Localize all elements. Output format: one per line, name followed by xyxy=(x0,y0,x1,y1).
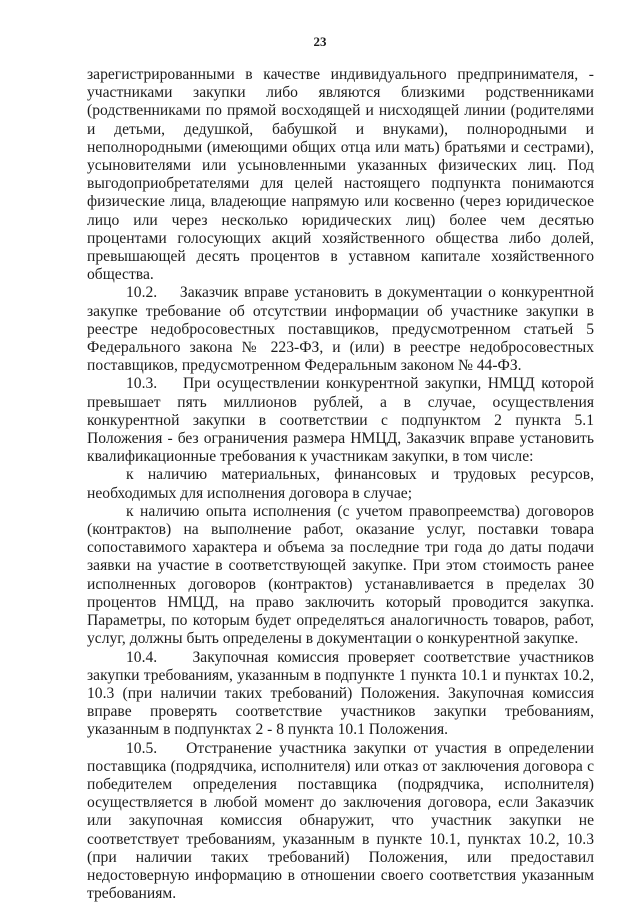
paragraph-10-3-experience: к наличию опыта исполнения (с учетом правопреемства) договоров (контрактов) на выполнение работ, оказание услуг, поставки товара сопоставимого характера и объема за последние три года до даты подачи заявки на участие в соответствующей закупке. При этом стоимость ранее исполненных договоров (контрактов) устанавливается в пределах 30 процентов НМЦД, на право заключить который проводится закупка. Параметры, по которым будет определяться аналогичность товаров, работ, услуг, должны быть определены в документации о конкурентной закупке. xyxy=(87,502,594,648)
paragraph-continuation: зарегистрированными в качестве индивидуального предпринимателя, - участниками закупки либо являются близкими родственниками (родственниками по прямой восходящей и нисходящей линии (родителями и детьми, дедушкой, бабушкой и внуками), полнородными и неполнородными (имеющими общих отца или мать) братьями и сестрами), усыновителями или усыновленными указанных физических лиц. Под выгодоприобретателями для целей настоящего подпункта понимаются физические лица, владеющие напрямую или косвенно (через юридическое лицо или через несколько юридических лиц) более чем десятью процентами голосующих акций хозяйственного общества либо долей, превышающей десять процентов в уставном капитале хозяйственного общества. xyxy=(87,66,594,284)
page-number: 23 xyxy=(313,34,327,49)
document-body xyxy=(87,66,594,903)
paragraph-10-3: 10.3. При осуществлении конкурентной закупки, НМЦД которой превышает пять миллионов рублей, а в случае, осуществления конкурентной закупки в соответствии с подпунктом 2 пункта 5.1 Положения - без ограничения размера НМЦД, Заказчик вправе установить квалификационные требования к участникам закупки, в том числе: xyxy=(87,375,594,466)
paragraph-10-4: 10.4. Закупочная комиссия проверяет соответствие участников закупки требованиям, указанным в подпункте 1 пункта 10.1 и пунктах 10.2, 10.3 (при наличии таких требований) Положения. Закупочная комиссия вправе проверять соответствие участников закупки требованиям, указанным в подпунктах 2 - 8 пункта 10.1 Положения. xyxy=(87,648,594,739)
paragraph-10-2: 10.2. Заказчик вправе установить в документации о конкурентной закупке требование об отсутствии информации об участнике закупки в реестре недобросовестных поставщиков, предусмотренном статьей 5 Федерального закона № 223-ФЗ, и (или) в реестре недобросовестных поставщиков, предусмотренном Федеральным законом № 44-ФЗ. xyxy=(87,284,594,375)
paragraph-10-5: 10.5. Отстранение участника закупки от участия в определении поставщика (подрядчика, исполнителя) или отказ от заключения договора с победителем определения поставщика (подрядчика, исполнителя) осуществляется в любой момент до заключения договора, если Заказчик или закупочная комиссия обнаружит, что участник закупки не соответствует требованиям, указанным в пункте 10.1, пунктах 10.2, 10.3 (при наличии таких требований) Положения, или предоставил недостоверную информацию в отношении своего соответствия указанным требованиям. xyxy=(87,739,594,903)
paragraph-10-3-resources: к наличию материальных, финансовых и трудовых ресурсов, необходимых для исполнения договора в случае; xyxy=(87,466,594,502)
